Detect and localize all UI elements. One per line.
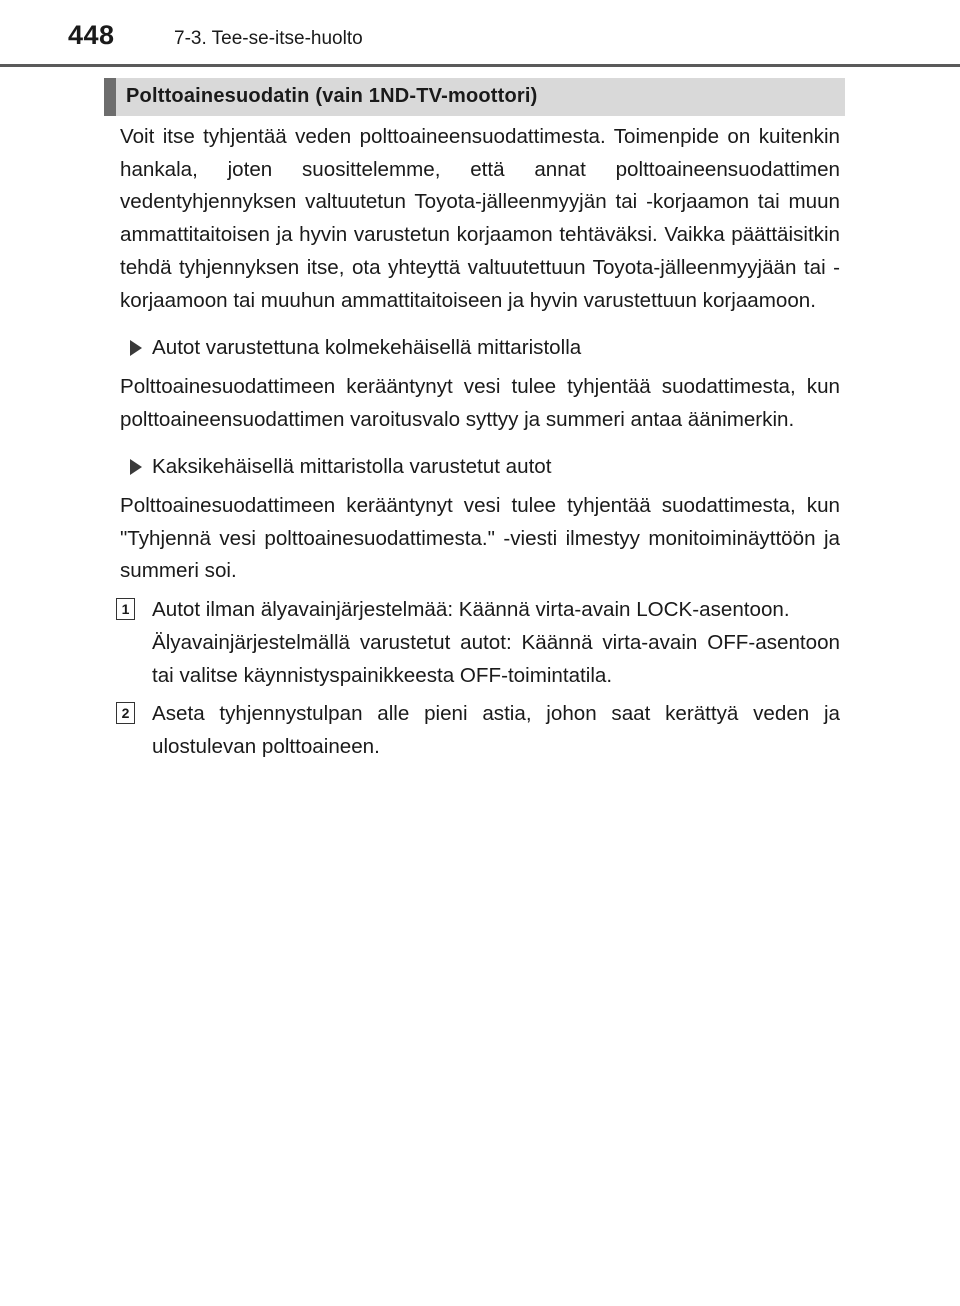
case-heading-label: Autot varustettuna kolmekehäisellä mittaristolla [152,336,582,360]
case-text: Polttoainesuodattimeen kerääntynyt vesi tulee tyhjentää suodattimesta, kun polttoaineensuodattimen varoitusvalo syttyy ja summeri antaa äänimerkin. [120,374,840,431]
main-content [120,121,840,764]
step-line: Älyavainjärjestelmällä varustetut autot: Käännä virta-avain OFF-asentoon tai valitse käynnistyspainikkeesta OFF-toimintatila. [152,630,840,687]
case-heading [120,451,840,484]
section-path: 7-3. Tee-se-itse-huolto [174,28,363,49]
case-heading-label: Kaksikehäisellä mittaristolla varustetut autot [152,455,552,479]
section-title-bar [104,78,845,116]
case-heading [120,332,840,365]
intro-paragraph: Voit itse tyhjentää veden polttoaineensuodattimesta. Toimenpide on kuitenkin hankala, joten suosittelemme, että annat polttoaineensuodattimen vedentyhjennyksen valtuutetun Toyota-jälleenmyyjän tai -korjaamon tai muun ammattitaitoisen ja hyvin varustetun korjaamon tehtäväksi. Vaikka päättäisitkin tehdä tyhjennyksen itse, ota yhteyttä valtuutettuun Toyota-jälleenmyyjään tai -korjaamoon tai muuhun ammattitaitoiseen ja hyvin varustettuun korjaamoon. [120,125,840,312]
triangle-bullet-icon [130,459,142,475]
triangle-bullet-icon [130,340,142,356]
section-title: Polttoainesuodatin (vain 1ND-TV-moottori) [126,85,538,107]
case-text: Polttoainesuodattimeen kerääntynyt vesi tulee tyhjentää suodattimesta, kun "Tyhjennä vesi polttoainesuodattimesta." -viesti ilmestyy monitoiminäyttöön ja summeri soi. [120,494,840,583]
step-line: Aseta tyhjennystulpan alle pieni astia, johon saat kerättyä veden ja ulostulevan polttoaineen. [152,702,840,758]
step-1 [120,594,840,692]
step-line: Autot ilman älyavainjärjestelmää: Käännä virta-avain LOCK-asentoon. [152,598,790,622]
step-number-badge: 1 [116,598,135,620]
header-rule [0,64,960,67]
page-number: 448 [68,20,115,50]
step-number-badge: 2 [116,702,135,724]
step-2 [120,698,840,763]
